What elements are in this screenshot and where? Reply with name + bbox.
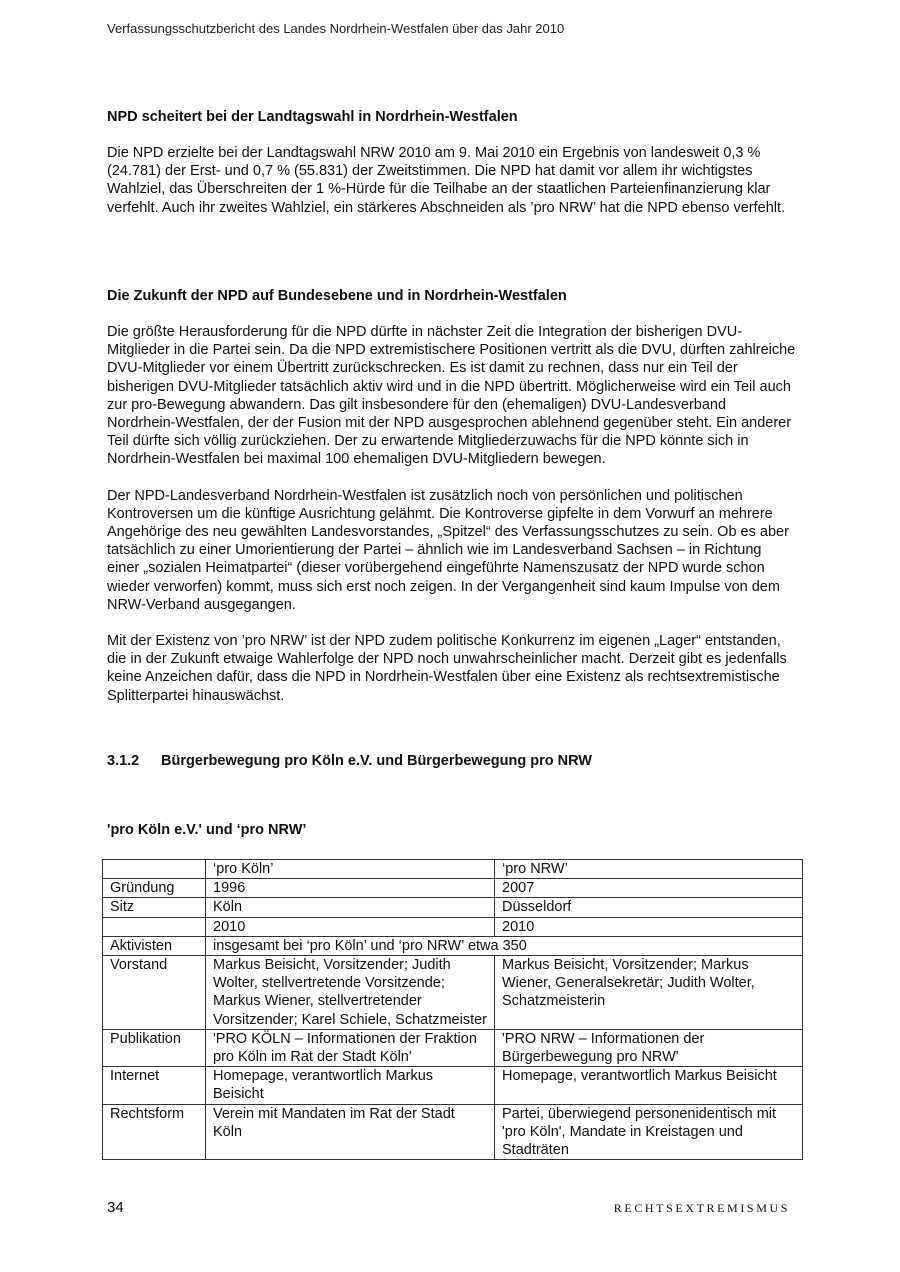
table-cell <box>103 860 206 879</box>
table-cell: Partei, überwiegend personenidentisch mit 'pro Köln', Mandate in Kreistagen und Stadträten <box>495 1104 803 1160</box>
table-cell: Düsseldorf <box>495 898 803 917</box>
table-cell: 'PRO KÖLN – Informationen der Fraktion pro Köln im Rat der Stadt Köln' <box>206 1029 495 1066</box>
row-label: Gründung <box>103 879 206 898</box>
table-cell: 2010 <box>206 917 495 936</box>
footer-chapter-label: RECHTSEXTREMISMUS <box>613 1201 790 1215</box>
table-cell: Verein mit Mandaten im Rat der Stadt Köln <box>206 1104 495 1160</box>
table-cell: Homepage, verantwortlich Markus Beisicht <box>206 1067 495 1104</box>
row-label: Publikation <box>103 1029 206 1066</box>
table-row <box>103 1067 803 1104</box>
table-cell: ‘pro NRW’ <box>495 860 803 879</box>
table-row <box>103 879 803 898</box>
table-cell: Homepage, verantwortlich Markus Beisicht <box>495 1067 803 1104</box>
table-cell: ‘pro Köln’ <box>206 860 495 879</box>
table-row <box>103 936 803 955</box>
table-header-row <box>103 860 803 879</box>
table-cell: 2010 <box>495 917 803 936</box>
comparison-table <box>102 859 803 1160</box>
row-label <box>103 917 206 936</box>
table-cell: 'PRO NRW – Informationen der Bürgerbewegung pro NRW' <box>495 1029 803 1066</box>
subsection-title: Bürgerbewegung pro Köln e.V. und Bürgerbewegung pro NRW <box>161 753 592 769</box>
page-number: 34 <box>107 1199 124 1216</box>
section-npd-election <box>107 108 797 217</box>
running-header: Verfassungsschutzbericht des Landes Nordrhein-Westfalen über das Jahr 2010 <box>107 21 565 36</box>
row-label: Rechtsform <box>103 1104 206 1160</box>
section-heading: Die Zukunft der NPD auf Bundesebene und in Nordrhein-Westfalen <box>107 288 567 304</box>
row-label: Internet <box>103 1067 206 1104</box>
paragraph: Der NPD-Landesverband Nordrhein-Westfalen ist zusätzlich noch von persönlichen und politischen Kontroversen um die künftige Ausrichtung gelähmt. Die Kontroverse gipfelte in dem Vorwurf an mehrere Angehörige des neu gewählten Landesvorstandes, „Spitzel“ des Verfassungsschutzes zu sein. Ob es aber tatsächlich zu einer Umorientierung der Partei – ähnlich wie im Landesverband Sachsen – in Richtung einer „sozialen Heimatpartei“ (dieser vorübergehend eingeführte Namenszusatz der NPD wurde schon wieder verworfen) kommt, muss sich erst noch zeigen. In der Vergangenheit sind kaum Impulse von dem NRW-Verband ausgegangen. <box>107 487 789 613</box>
paragraph: Mit der Existenz von ’pro NRW’ ist der NPD zudem politische Konkurrenz im eigenen „Lager“ entstanden, die in der Zukunft etwaige Wahlerfolge der NPD noch unwahrscheinlicher macht. Derzeit gibt es jedenfalls keine Anzeichen dafür, dass die NPD in Nordrhein-Westfalen über eine Existenz als rechtsextremistische Splitterpartei hinauswächst. <box>107 633 787 704</box>
table-row <box>103 1029 803 1066</box>
table-row <box>103 1104 803 1160</box>
section-heading: NPD scheitert bei der Landtagswahl in Nordrhein-Westfalen <box>107 109 518 125</box>
table-cell: Köln <box>206 898 495 917</box>
table-row <box>103 956 803 1030</box>
row-label: Aktivisten <box>103 936 206 955</box>
table-row <box>103 917 803 936</box>
table-title: 'pro Köln e.V.' und ‘pro NRW’ <box>107 822 307 838</box>
subsection-heading <box>107 753 592 769</box>
subsection-number: 3.1.2 <box>107 753 140 769</box>
table-cell: 2007 <box>495 879 803 898</box>
table-cell: Markus Beisicht, Vorsitzender; Judith Wolter, stellvertretende Vorsitzende; Markus Wiener, stellvertretender Vorsitzender; Karel Schiele, Schatzmeister <box>206 956 495 1030</box>
table-cell: Markus Beisicht, Vorsitzender; Markus Wiener, Generalsekretär; Judith Wolter, Schatzmeisterin <box>495 956 803 1030</box>
section-npd-future <box>107 287 797 705</box>
paragraph: Die größte Herausforderung für die NPD dürfte in nächster Zeit die Integration der bisherigen DVU-Mitglieder in die Partei sein. Da die NPD extremistischere Positionen vertritt als die DVU, dürften zahlreiche DVU-Mitglieder vor einem Übertritt zurückschrecken. Es ist damit zu rechnen, dass nur ein Teil der bisherigen DVU-Mitglieder tatsächlich aktiv wird und in die NPD übertritt. Möglicherweise wird ein Teil auch zur pro-Bewegung abwandern. Das gilt insbesondere für den (ehemaligen) DVU-Landesverband Nordrhein-Westfalen, der der Fusion mit der NPD ausgesprochen ablehnend gegenüber steht. Ein anderer Teil dürfte sich völlig zurückziehen. Der zu erwartende Mitgliederzuwachs für die NPD könnte sich in Nordrhein-Westfalen bei maximal 100 ehemaligen DVU-Mitgliedern bewegen. <box>107 324 796 468</box>
table-row <box>103 898 803 917</box>
table-cell: insgesamt bei ‘pro Köln’ und ‘pro NRW’ etwa 350 <box>206 936 803 955</box>
row-label: Sitz <box>103 898 206 917</box>
paragraph: Die NPD erzielte bei der Landtagswahl NRW 2010 am 9. Mai 2010 ein Ergebnis von landesweit 0,3 % (24.781) der Erst- und 0,7 % (55.831) der Zweitstimmen. Die NPD hat damit vor allem ihr wichtigstes Wahlziel, das Überschreiten der 1 %-Hürde für die Teilhabe an der staatlichen Parteienfinanzierung klar verfehlt. Auch ihr zweites Wahlziel, ein stärkeres Abschneiden als ’pro NRW’ hat die NPD ebenso verfehlt. <box>107 145 786 216</box>
row-label: Vorstand <box>103 956 206 1030</box>
table-cell: 1996 <box>206 879 495 898</box>
